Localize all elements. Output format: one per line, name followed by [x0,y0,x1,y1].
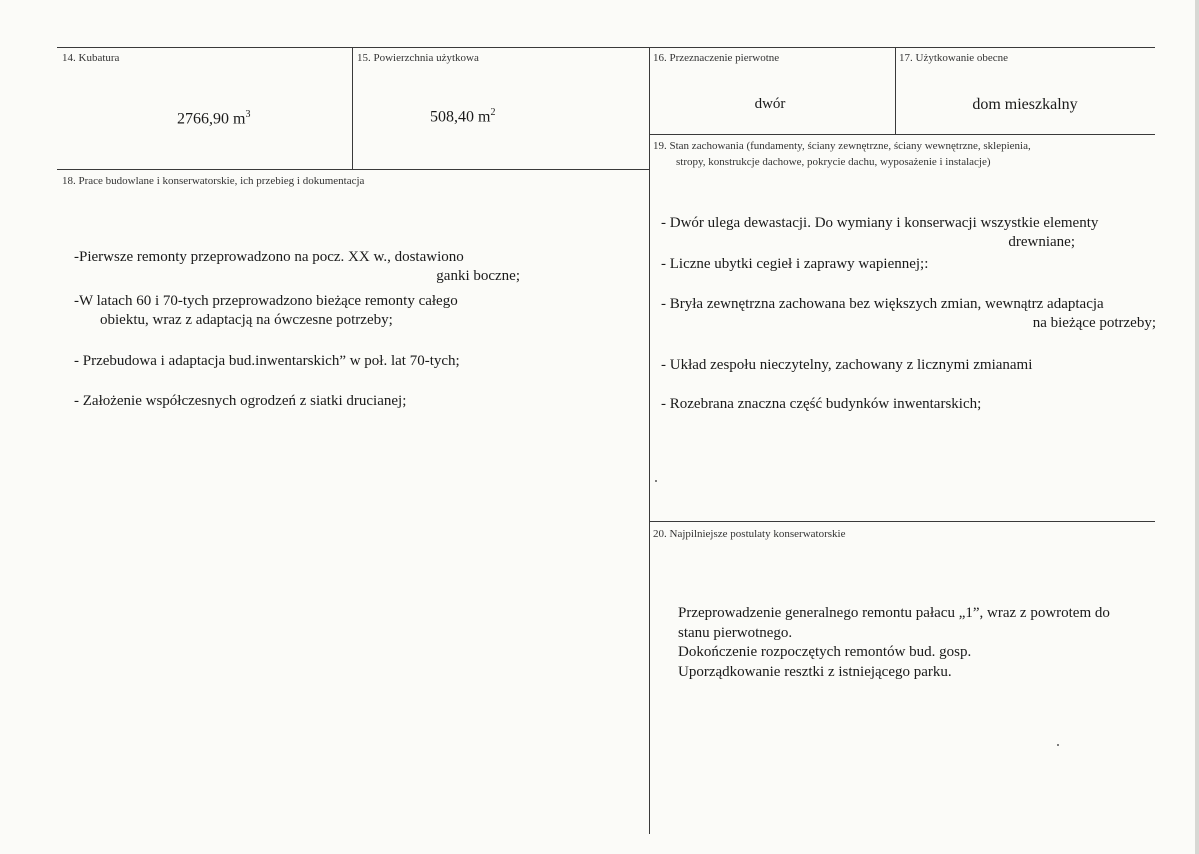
f19-item-3-l1: - Bryła zewnętrzna zachowana bez większych zmian, wewnątrz adaptacja [661,296,1104,312]
f19-label-line1: 19. Stan zachowania (fundamenty, ściany zewnętrzne, ściany wewnętrzne, sklepienia, [653,140,1031,152]
f14-label: 14. Kubatura [62,52,120,64]
f15-value-text: 508,40 m [430,108,491,126]
f18-item-2-l1: -W latach 60 i 70-tych przeprowadzono bieżące remonty całego [74,293,458,309]
rule-above-18 [57,169,649,170]
f19-item-1-l1: - Dwór ulega dewastacji. Do wymiany i konserwacji wszystkie elementy [661,215,1099,231]
top-rule [57,47,1155,48]
divider-14-15 [352,47,353,169]
scan-speck [1057,744,1059,746]
f20-line-1: Przeprowadzenie generalnego remontu pałacu „1”, wraz z powrotem do [678,605,1110,621]
f14-unit-sup: 3 [245,109,251,120]
f17-value: dom mieszkalny [972,96,1078,113]
f18-label: 18. Prace budowlane i konserwatorskie, ich przebieg i dokumentacja [62,175,365,187]
f20-line-4: Uporządkowanie resztki z istniejącego parku. [678,664,952,680]
f19-item-1-l2: drewniane; [1008,234,1075,250]
f19-label-line2: stropy, konstrukcje dachowe, pokrycie dachu, wyposażenie i instalacje) [676,156,991,168]
f19-item-2-l1: - Liczne ubytki cegieł i zaprawy wapiennej;: [661,256,929,272]
f18-item-1-l2: ganki boczne; [436,268,520,284]
f18-item-3-l1: - Przebudowa i adaptacja bud.inwentarskich” w poł. lat 70-tych; [74,353,460,369]
rule-above-19 [649,134,1155,135]
f20-label: 20. Najpilniejsze postulaty konserwatorskie [653,528,846,540]
f14-value-text: 2766,90 m [177,110,246,128]
rule-above-20 [649,521,1155,522]
f19-item-5-l1: - Rozebrana znaczna część budynków inwentarskich; [661,396,982,412]
f17-label: 17. Użytkowanie obecne [899,52,1009,64]
f14-value [177,106,250,128]
scan-edge [1195,0,1199,854]
f19-item-3-l2: na bieżące potrzeby; [1032,315,1156,331]
f16-label: 16. Przeznaczenie pierwotne [653,52,780,64]
f18-item-1-l1: -Pierwsze remonty przeprowadzono na pocz. XX w., dostawiono [74,249,464,265]
f18-item-4-l1: - Założenie współczesnych ogrodzeń z siatki drucianej; [74,393,407,409]
scan-speck [655,480,657,482]
divider-16-17 [895,47,896,135]
f16-value: dwór [754,96,786,112]
f18-item-2-l2: obiektu, wraz z adaptacją na ówczesne potrzeby; [100,312,393,328]
f20-line-2: stanu pierwotnego. [678,625,793,641]
f15-value [430,104,495,126]
f15-label: 15. Powierzchnia użytkowa [357,52,479,64]
f19-item-4-l1: - Układ zespołu nieczytelny, zachowany z licznymi zmianami [661,357,1033,373]
main-divider [649,47,650,834]
f15-unit-sup: 2 [490,107,496,118]
f20-line-3: Dokończenie rozpoczętych remontów bud. gosp. [678,644,972,660]
